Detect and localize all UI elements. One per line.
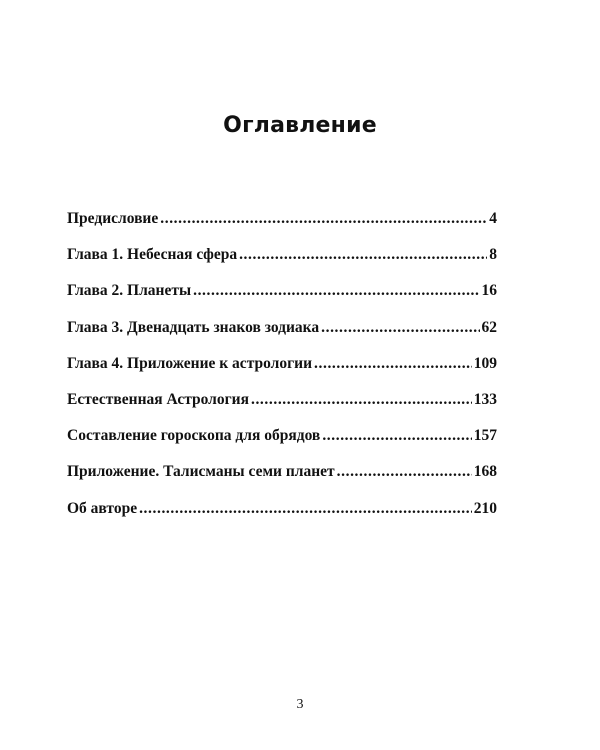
toc-entry-title: Составление гороскопа для обрядов [67, 427, 321, 445]
toc-entry-chapter-3 [67, 319, 497, 355]
toc-entry-title: Об авторе [67, 499, 138, 517]
toc-dot-leader [160, 210, 487, 228]
toc-dot-leader [251, 391, 472, 409]
toc-entry-appendix-talismans [67, 463, 497, 499]
toc-entry-page: 157 [473, 427, 497, 445]
toc-entry-preface [67, 210, 497, 246]
toc-entry-page: 4 [489, 210, 497, 227]
toc-dot-leader [314, 355, 472, 373]
toc-dot-leader [337, 463, 472, 481]
toc-dot-leader [321, 319, 479, 337]
toc-heading: Оглавление [223, 113, 377, 138]
toc-entry-title: Глава 3. Двенадцать знаков зодиака [67, 318, 320, 336]
toc-dot-leader [239, 246, 487, 264]
toc-entry-chapter-4 [67, 355, 497, 391]
toc-entry-page: 16 [481, 282, 497, 300]
toc-entry-title: Приложение. Талисманы семи планет [67, 463, 335, 481]
toc-entry-page: 168 [473, 463, 497, 481]
toc-entry-chapter-2 [67, 282, 497, 318]
toc-dot-leader [139, 500, 472, 518]
toc-entry-page: 8 [489, 246, 497, 264]
toc-entry-page: 62 [481, 318, 497, 336]
toc-entry-page: 109 [473, 354, 497, 372]
toc-entry-title: Глава 1. Небесная сфера [67, 246, 238, 264]
table-of-contents [67, 210, 497, 536]
toc-entry-page: 210 [473, 499, 497, 517]
toc-entry-about-author [67, 500, 497, 536]
toc-entry-title: Естественная Астрология [67, 390, 249, 408]
toc-entry-chapter-1 [67, 246, 497, 282]
page-number: 3 [296, 697, 304, 712]
toc-dot-leader [322, 427, 471, 445]
toc-entry-horoscope-rituals [67, 427, 497, 463]
toc-dot-leader [193, 282, 479, 300]
toc-entry-natural-astrology [67, 391, 497, 427]
toc-entry-title: Глава 2. Планеты [67, 282, 192, 300]
toc-entry-title: Предисловие [67, 210, 159, 227]
toc-entry-title: Глава 4. Приложение к астрологии [67, 354, 313, 372]
toc-entry-page: 133 [473, 390, 497, 408]
